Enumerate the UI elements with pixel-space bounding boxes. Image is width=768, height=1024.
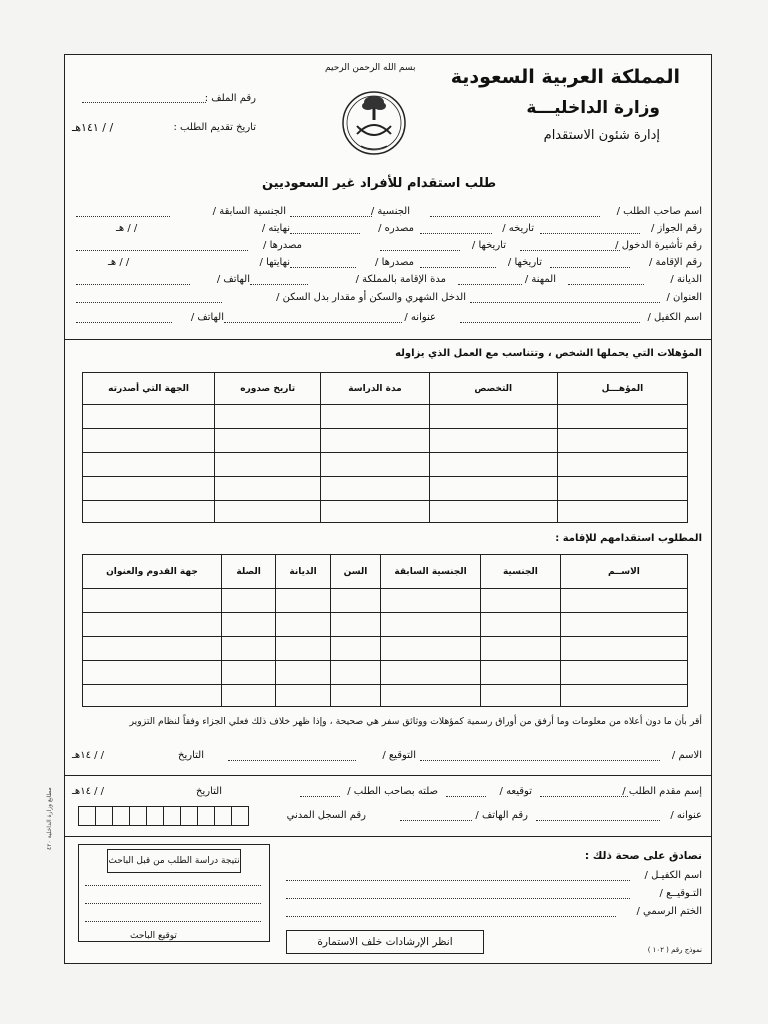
submitter-signature-label: توقيعه / bbox=[499, 786, 532, 797]
passport-date-field[interactable] bbox=[420, 233, 492, 234]
qualifications-header-row bbox=[83, 373, 688, 405]
form-number: نموذج رقم ( ١٠٢ ) bbox=[647, 946, 702, 954]
decl-date-label: التاريخ bbox=[178, 750, 204, 761]
submitter-date-field[interactable]: / / ١٤هـ bbox=[72, 786, 105, 797]
passport-source-label: مصدره / bbox=[378, 223, 414, 234]
decl-date-field[interactable]: / / ١٤هـ bbox=[72, 750, 105, 761]
file-no-field[interactable] bbox=[82, 102, 206, 103]
sponsor-address-field[interactable] bbox=[224, 322, 402, 323]
civil-record-boxes[interactable] bbox=[78, 806, 249, 826]
prev-nationality-field[interactable] bbox=[76, 216, 170, 217]
divider-2 bbox=[64, 775, 712, 776]
cert-stamp-field[interactable] bbox=[286, 916, 616, 917]
ministry-name: وزارة الداخليـــة bbox=[526, 98, 660, 118]
submitter-address-field[interactable] bbox=[536, 820, 660, 821]
iqama-field[interactable] bbox=[550, 267, 630, 268]
sponsor-address-label: عنوانه / bbox=[404, 312, 436, 323]
applicant-name-field[interactable] bbox=[430, 216, 600, 217]
submitter-relation-label: صلته بصاحب الطلب / bbox=[347, 786, 438, 797]
col-nationality: الجنسية bbox=[480, 555, 560, 589]
saudi-emblem-icon bbox=[341, 86, 407, 160]
visa-date-field[interactable] bbox=[380, 250, 460, 251]
iqama-date-label: تاريخها / bbox=[507, 257, 542, 268]
visa-date-label: تاريخها / bbox=[471, 240, 506, 251]
researcher-result-label: نتيجة دراسة الطلب من قبل الباحث bbox=[108, 856, 240, 866]
col-name: الاســم bbox=[560, 555, 687, 589]
passport-expiry-label: نهايته / bbox=[261, 223, 290, 234]
form-title: طلب استقدام للأفراد غير السعوديين bbox=[262, 176, 497, 191]
cert-stamp-label: الختم الرسمي / bbox=[636, 906, 702, 917]
table-row[interactable] bbox=[83, 405, 688, 429]
table-row[interactable] bbox=[83, 429, 688, 453]
table-row[interactable] bbox=[83, 589, 688, 613]
basmala: بسم الله الرحمن الرحيم bbox=[325, 63, 416, 73]
researcher-line-1[interactable] bbox=[85, 885, 261, 886]
cert-signature-label: التـوقيــع / bbox=[659, 888, 702, 899]
researcher-line-3[interactable] bbox=[85, 921, 261, 922]
cert-sponsor-field[interactable] bbox=[286, 880, 630, 881]
researcher-result-label-box bbox=[107, 849, 241, 873]
qualifications-heading: المؤهلات التي يحملها الشخص ، وتتناسب مع العمل الذي يزاوله bbox=[395, 348, 702, 359]
col-issuer: الجهة التي أصدرته bbox=[83, 373, 215, 405]
instructions-text: انظر الإرشادات خلف الاستمارة bbox=[317, 936, 453, 948]
entry-visa-label: رقم تأشيرة الدخول / bbox=[615, 240, 702, 251]
table-row[interactable] bbox=[83, 477, 688, 501]
phone-label: الهاتف / bbox=[216, 274, 250, 285]
sponsor-label: اسم الكفيل / bbox=[647, 312, 702, 323]
col-issue-date: تاريخ صدوره bbox=[215, 373, 321, 405]
submitter-phone-label: رقم الهاتف / bbox=[475, 810, 528, 821]
decl-signature-field[interactable] bbox=[228, 760, 356, 761]
department-name: إدارة شئون الاستقدام bbox=[543, 128, 660, 143]
col-origin-address: جهة القدوم والعنوان bbox=[83, 555, 222, 589]
income-field[interactable] bbox=[76, 302, 222, 303]
stay-field[interactable] bbox=[250, 284, 308, 285]
decl-name-label: الاسم / bbox=[671, 750, 702, 761]
certification-heading: نصادق على صحة ذلك : bbox=[584, 850, 702, 862]
address-label: العنوان / bbox=[666, 292, 702, 303]
applicant-name-label: اسم صاحب الطلب / bbox=[616, 206, 702, 217]
visa-source-field[interactable] bbox=[76, 250, 248, 251]
kingdom-name: المملكة العربية السعودية bbox=[450, 66, 680, 88]
sponsor-phone-label: الهاتف / bbox=[190, 312, 224, 323]
request-date-field[interactable]: / / ١٤١هـ bbox=[72, 121, 114, 134]
civil-record-label: رقم السجل المدني bbox=[286, 810, 366, 821]
cert-signature-field[interactable] bbox=[286, 898, 630, 899]
iqama-label: رقم الإقامة / bbox=[648, 257, 702, 268]
income-label: الدخل الشهري والسكن أو مقدار بدل السكن / bbox=[276, 292, 466, 303]
persons-heading: المطلوب استقدامهم للإقامة : bbox=[555, 533, 702, 544]
submitter-address-label: عنوانه / bbox=[670, 810, 702, 821]
col-prev-nationality: الجنسية السابقة bbox=[381, 555, 481, 589]
table-row[interactable] bbox=[83, 661, 688, 685]
col-relation: الصلة bbox=[221, 555, 275, 589]
passport-source-field[interactable] bbox=[290, 233, 360, 234]
submitter-phone-field[interactable] bbox=[400, 820, 472, 821]
submitter-name-label: إسم مقدم الطلب / bbox=[622, 786, 702, 797]
qualifications-table bbox=[82, 372, 688, 523]
iqama-date-field[interactable] bbox=[420, 267, 496, 268]
religion-label: الديانة / bbox=[670, 274, 702, 285]
persons-header-row bbox=[83, 555, 688, 589]
divider-3 bbox=[64, 836, 712, 837]
submitter-relation-field[interactable] bbox=[300, 796, 340, 797]
table-row[interactable] bbox=[83, 637, 688, 661]
cert-sponsor-label: اسم الكفيـل / bbox=[644, 870, 702, 881]
col-age: السن bbox=[330, 555, 380, 589]
researcher-line-2[interactable] bbox=[85, 903, 261, 904]
printer-mark: مطابع وزارة الداخلية ٤٢٠ bbox=[46, 787, 53, 850]
researcher-signature-label: توقيع الباحث bbox=[130, 931, 177, 941]
submitter-date-label: التاريخ bbox=[196, 786, 222, 797]
visa-source-label: مصدرها / bbox=[263, 240, 302, 251]
declaration-text: أقر بأن ما دون أعلاه من معلومات وما أرفق من أوراق رسمية كمؤهلات ووثائق سفر هي صحيحة ، وإذا ظهر خلاف ذلك فعلي الجزاء وفقاً لنظام التزوير bbox=[129, 716, 702, 727]
phone-field[interactable] bbox=[76, 284, 190, 285]
nationality-field[interactable] bbox=[290, 216, 372, 217]
submitter-signature-field[interactable] bbox=[446, 796, 486, 797]
persons-table bbox=[82, 554, 688, 707]
passport-no-field[interactable] bbox=[540, 233, 640, 234]
iqama-source-label: مصدرها / bbox=[375, 257, 414, 268]
request-date-label: تاريخ تقديم الطلب : bbox=[173, 122, 256, 133]
instructions-box bbox=[286, 930, 484, 954]
iqama-source-field[interactable] bbox=[290, 267, 356, 268]
passport-expiry-field[interactable]: / / هـ bbox=[116, 223, 138, 234]
address-field[interactable] bbox=[470, 302, 660, 303]
researcher-box bbox=[78, 844, 270, 942]
profession-label: المهنة / bbox=[524, 274, 556, 285]
entry-visa-field[interactable] bbox=[520, 250, 620, 251]
sponsor-field[interactable] bbox=[460, 322, 640, 323]
file-no-label: رقم الملف : bbox=[204, 93, 256, 104]
col-religion: الديانة bbox=[276, 555, 330, 589]
sponsor-phone-field[interactable] bbox=[76, 322, 172, 323]
col-specialization: التخصص bbox=[429, 373, 557, 405]
profession-field[interactable] bbox=[458, 284, 522, 285]
passport-date-label: تاريخه / bbox=[502, 223, 534, 234]
divider-1 bbox=[64, 339, 712, 340]
col-qualification: المؤهـــل bbox=[557, 373, 687, 405]
stay-label: مدة الإقامة بالمملكة / bbox=[355, 274, 446, 285]
table-row[interactable] bbox=[83, 613, 688, 637]
decl-signature-label: التوقيع / bbox=[382, 750, 416, 761]
submitter-name-field[interactable] bbox=[540, 796, 628, 797]
religion-field[interactable] bbox=[568, 284, 644, 285]
passport-no-label: رقم الجواز / bbox=[650, 223, 702, 234]
table-row[interactable] bbox=[83, 501, 688, 523]
iqama-expiry-field[interactable]: / / هـ bbox=[108, 257, 130, 268]
table-row[interactable] bbox=[83, 453, 688, 477]
prev-nationality-label: الجنسية السابقة / bbox=[212, 206, 286, 217]
table-row[interactable] bbox=[83, 685, 688, 707]
col-study-duration: مدة الدراسة bbox=[321, 373, 429, 405]
nationality-label: الجنسية / bbox=[370, 206, 410, 217]
iqama-expiry-label: نهايتها / bbox=[259, 257, 290, 268]
decl-name-field[interactable] bbox=[420, 760, 660, 761]
